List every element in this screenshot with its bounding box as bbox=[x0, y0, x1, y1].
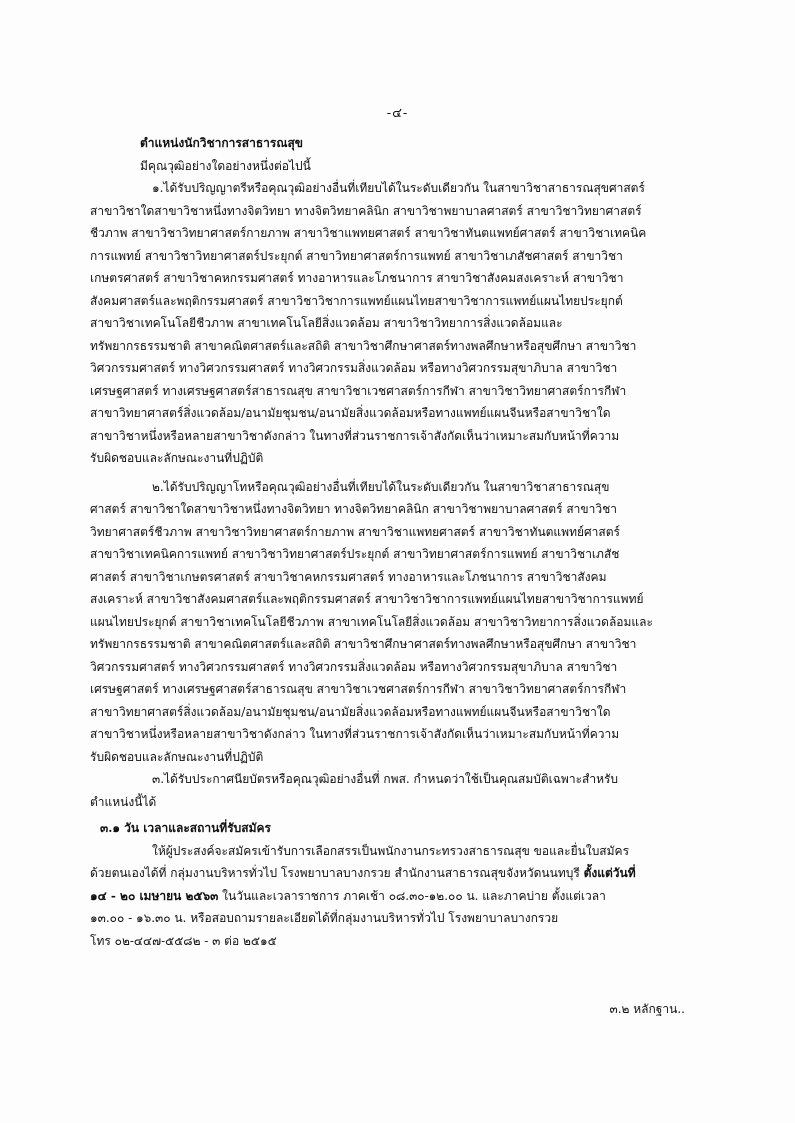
application-details bbox=[90, 840, 708, 953]
paragraph-line: สังคมศาสตร์และพฤติกรรมศาสตร์ สาขาวิชาวิชาการแพทย์แผนไทยสาขาวิชาการแพทย์แผนไทยประยุกต์ bbox=[90, 293, 623, 308]
paragraph-line: สาขาวิชาเทคโนโลยีชีวภาพ สาขาเทคโนโลยีสิ่งแวดล้อม สาขาวิชาวิทยาการสิ่งแวดล้อมและ bbox=[90, 316, 563, 330]
section-heading-application: ๓.๑ วัน เวลาและสถานที่รับสมัคร bbox=[100, 821, 271, 835]
next-page-reference: ๓.๒ หลักฐาน.. bbox=[609, 1002, 685, 1016]
qualification-item-2 bbox=[90, 476, 708, 769]
paragraph-line: ตำแหน่งนี้ได้ bbox=[90, 794, 157, 809]
paragraph-line: ๑๓.๐๐ - ๑๖.๓๐ น. หรือสอบถามรายละเอียดได้ที่กลุ่มงานบริหารทั่วไป โรงพยาบาลบางกรวย bbox=[90, 911, 559, 925]
paragraph-line: สาขาวิชาหนึ่งหรือหลายสาขาวิชาดังกล่าว ในทางที่ส่วนราชการเจ้าสังกัดเห็นว่าเหมาะสมกับหน้าที่ความ bbox=[90, 727, 620, 741]
text-span: ในวันและเวลาราชการ ภาคเช้า ๐๘.๓๐-๑๒.๐๐ น. และภาคบ่าย ตั้งแต่เวลา bbox=[218, 888, 606, 903]
paragraph-line: สาขาวิชาใดสาขาวิชาหนึ่งทางจิตวิทยา ทางจิตวิทยาคลินิก สาขาวิชาพยาบาลศาสตร์ สาขาวิชาวิทยาศาสตร์ bbox=[90, 203, 642, 218]
paragraph-line: เกษตรศาสตร์ สาขาวิชาคหกรรมศาสตร์ ทางอาหารและโภชนาการ สาขาวิชาสังคมสงเคราะห์ สาขาวิชา bbox=[90, 271, 624, 285]
paragraph-line: วิศวกรรมศาสตร์ ทางวิศวกรรมศาสตร์ ทางวิศวกรรมสิ่งแวดล้อม หรือทางวิศวกรรมสุขาภิบาล สาขาวิชา bbox=[90, 361, 618, 375]
date-highlight: ๑๔ - ๒๐ เมษายน ๒๕๖๓ bbox=[90, 888, 219, 903]
paragraph-line: ศาสตร์ สาขาวิชาเกษตรศาสตร์ สาขาวิชาคหกรรมศาสตร์ ทางอาหารและโภชนาการ สาขาวิชาสังคม bbox=[90, 569, 607, 584]
document-body bbox=[90, 132, 708, 952]
paragraph-line: ๒.ได้รับปริญญาโทหรือคุณวุฒิอย่างอื่นที่เทียบได้ในระดับเดียวกัน ในสาขาวิชาสาธารณสุข bbox=[152, 479, 610, 494]
paragraph-line: เศรษฐศาสตร์ ทางเศรษฐศาสตร์สาธารณสุข สาขาวิชาเวชศาสตร์การกีฬา สาขาวิชาวิทยาศาสตร์การกีฬา bbox=[90, 682, 627, 696]
paragraph-line: ทรัพยากรธรรมชาติ สาขาคณิตศาสตร์และสถิติ สาขาวิชาศึกษาศาสตร์ทางพลศึกษาหรือสุขศึกษา สาขาวิชา bbox=[90, 338, 637, 353]
paragraph-line: สาขาวิทยาศาสตร์สิ่งแวดล้อม/อนามัยชุมชน/อนามัยสิ่งแวดล้อมหรือทางแพทย์แผนจีนหรือสาขาวิชาใด bbox=[90, 704, 611, 719]
paragraph-line bbox=[90, 862, 708, 885]
paragraph-line: โทร ๐๒-๔๔๗-๕๕๘๒ - ๓ ต่อ ๒๕๑๕ bbox=[90, 933, 277, 948]
paragraph-line: สาขาวิทยาศาสตร์สิ่งแวดล้อม/อนามัยชุมชน/อนามัยสิ่งแวดล้อมหรือทางแพทย์แผนจีนหรือสาขาวิชาใด bbox=[90, 406, 611, 420]
paragraph-line: รับผิดชอบและลักษณะงานที่ปฏิบัติ bbox=[90, 749, 264, 764]
paragraph-line: วิทยาศาสตร์ชีวภาพ สาขาวิชาวิทยาศาสตร์กายภาพ สาขาวิชาแพทยศาสตร์ สาขาวิชาทันตแพทย์ศาสตร์ bbox=[90, 524, 620, 539]
position-title: ตำแหน่งนักวิชาการสาธารณสุข bbox=[140, 136, 304, 150]
page-number: -๔- bbox=[386, 106, 409, 121]
paragraph-line: ทรัพยากรธรรมชาติ สาขาคณิตศาสตร์และสถิติ สาขาวิชาศึกษาศาสตร์ทางพลศึกษาหรือสุขศึกษา สาขาวิชา bbox=[90, 637, 637, 651]
qualification-item-3 bbox=[90, 768, 708, 813]
paragraph-line: สงเคราะห์ สาขาวิชาสังคมศาสตร์และพฤติกรรมศาสตร์ สาขาวิชาวิชาการแพทย์แผนไทยสาขาวิชาการแพทย์ bbox=[90, 592, 644, 606]
paragraph-line: สาขาวิชาเทคนิคการแพทย์ สาขาวิชาวิทยาศาสตร์ประยุกต์ สาขาวิทยาศาสตร์การแพทย์ สาขาวิชาเภสัช bbox=[90, 547, 620, 561]
paragraph-line: ๑.ได้รับปริญญาตรีหรือคุณวุฒิอย่างอื่นที่เทียบได้ในระดับเดียวกัน ในสาขาวิชาสาธารณสุขศาสตร์ bbox=[152, 181, 645, 195]
paragraph-line: เศรษฐศาสตร์ ทางเศรษฐศาสตร์สาธารณสุข สาขาวิชาเวชศาสตร์การกีฬา สาขาวิชาวิทยาศาสตร์การกีฬา bbox=[90, 383, 627, 398]
text-span: ด้วยตนเองได้ที่ กลุ่มงานบริหารทั่วไป โรงพยาบาลบางกรวย สำนักงานสาธารณสุขจังหวัดนนทบุรี bbox=[90, 866, 584, 880]
paragraph-line: ๓.ได้รับประกาศนียบัตรหรือคุณวุฒิอย่างอื่นที่ กพส. กำหนดว่าใช้เป็นคุณสมบัติเฉพาะสำหรับ bbox=[152, 772, 619, 786]
paragraph-line: ชีวภาพ สาขาวิชาวิทยาศาสตร์กายภาพ สาขาวิชาแพทยศาสตร์ สาขาวิชาทันตแพทย์ศาสตร์ สาขาวิชาเทคนิค bbox=[90, 226, 647, 240]
paragraph-line: รับผิดชอบและลักษณะงานที่ปฏิบัติ bbox=[90, 451, 264, 465]
paragraph-line: แผนไทยประยุกต์ สาขาวิชาเทคโนโลยีชีวภาพ สาขาเทคโนโลยีสิ่งแวดล้อม สาขาวิชาวิทยาการสิ่งแวดล้อมและ bbox=[90, 614, 653, 629]
paragraph-line: วิศวกรรมศาสตร์ ทางวิศวกรรมศาสตร์ ทางวิศวกรรมสิ่งแวดล้อม หรือทางวิศวกรรมสุขาภิบาล สาขาวิชา bbox=[90, 659, 618, 674]
paragraph-line: การแพทย์ สาขาวิชาวิทยาศาสตร์ประยุกต์ สาขาวิทยาศาสตร์การแพทย์ สาขาวิชาเภสัชศาสตร์ สาขาวิชา bbox=[90, 248, 623, 263]
paragraph-line bbox=[90, 885, 708, 908]
date-highlight: ตั้งแต่วันที่ bbox=[583, 866, 636, 880]
paragraph-line: ศาสตร์ สาขาวิชาใดสาขาวิชาหนึ่งทางจิตวิทยา ทางจิตวิทยาคลินิก สาขาวิชาพยาบาลศาสตร์ สาขาวิชา bbox=[90, 502, 617, 516]
qualification-intro: มีคุณวุฒิอย่างใดอย่างหนึ่งต่อไปนี้ bbox=[140, 158, 311, 173]
paragraph-line: สาขาวิชาหนึ่งหรือหลายสาขาวิชาดังกล่าว ในทางที่ส่วนราชการเจ้าสังกัดเห็นว่าเหมาะสมกับหน้าที่ความ bbox=[90, 428, 620, 443]
paragraph-line: ให้ผู้ประสงค์จะสมัครเข้ารับการเลือกสรรเป็นพนักงานกระทรวงสาธารณสุข ขอและยื่นใบสมัคร bbox=[152, 843, 630, 858]
qualification-item-1 bbox=[90, 177, 708, 470]
